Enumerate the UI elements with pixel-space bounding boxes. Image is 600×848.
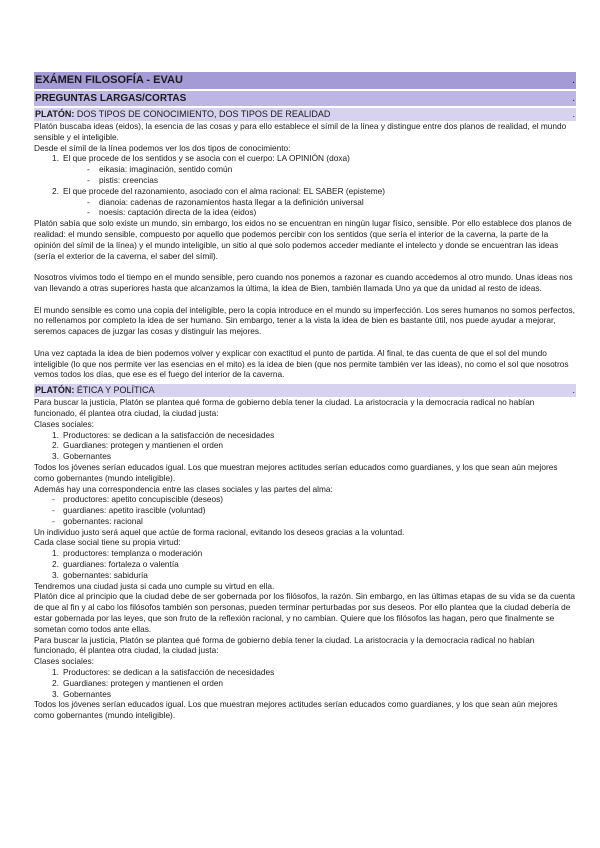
dash-list: [34, 494, 576, 526]
section-heading-etica: [34, 384, 576, 397]
paragraph: Cada clase social tiene su propia virtud:: [34, 537, 181, 548]
paragraph: Además hay una correspondencia entre las clases sociales y las partes del alma:: [34, 483, 333, 494]
numbered-list: [34, 548, 576, 580]
section-heading-text: ÉTICA Y POLÍTICA: [74, 385, 155, 396]
list-item: - guardianes: apetito irascible (voluntad): [52, 505, 206, 516]
list-item: 1. Productores: se dedican a la satisfacción de necesidades: [52, 429, 275, 440]
list-item: - pistis: creencias: [87, 174, 159, 185]
sub-list: [34, 164, 576, 186]
list-item: 1. El que procede de los sentidos y se asocia con el cuerpo: LA OPINIÓN (doxa): [52, 153, 350, 164]
list-item: - dianoia: cadenas de razonamientos hasta llegar a la definición universal: [87, 196, 364, 207]
paragraph: Para buscar la justicia, Platón se plantea qué forma de gobierno debía tener la ciudad. La aristocracia y la democracia radical no habían funcionado, él plantea otra ciudad, la ciudad justa:: [34, 634, 535, 656]
list-item: 2. Guardianes: protegen y mantienen el orden: [52, 440, 224, 451]
document-page: [34, 72, 576, 721]
subtitle-text: PREGUNTAS LARGAS/CORTAS: [35, 93, 187, 104]
sub-list: [34, 197, 576, 219]
list-item: 2. El que procede del razonamiento, asociado con el alma racional: EL SABER (episteme): [52, 185, 386, 196]
paragraph: Tendremos una ciudad justa si cada uno cumple su virtud en ella.: [34, 580, 275, 591]
numbered-list: [34, 153, 576, 164]
title-marker: .: [571, 74, 575, 86]
paragraph: El mundo sensible es como una copia del inteligible, pero la copia introduce en el mundo su imperfección. Los seres humanos no somos perfectos, no rellenamos por completo la idea de ser humano. Sin embargo, tener a la vista la idea de bien es bastante útil, nos puede ayudar a mejorar, seremos capaces de juzgar las cosas y distinguir las mejores.: [34, 304, 575, 337]
document-title: [34, 72, 576, 89]
list-item: - productores: apetito concupiscible (deseos): [52, 494, 224, 505]
section-heading-bold: PLATÓN:: [35, 109, 75, 119]
list-item: 1. Productores: se dedican a la satisfacción de necesidades: [52, 667, 275, 678]
paragraph: Platón buscaba ideas (eidos), la esencia de las cosas y para ello establece el símil de la línea y distingue entre dos planos de realidad, el mundo sensible y el inteligible.: [34, 121, 567, 142]
list-item: - eikasia: imaginación, sentido común: [87, 164, 233, 175]
document-subtitle: [34, 91, 576, 106]
paragraph: Platón sabía que solo existe un mundo, sin embargo, los eidos no se encuentran en ningún lugar físico, sensible. Por ello establece dos planos de realidad: el mundo sensible, compuesto por aquello que podemos percibir con los sentidos (que sería el interior de la caverna, la parte de la opinión del símil de la línea) y el mundo inteligible, un sitio al que solo podemos acceder mediante el intelecto y donde se encuentran las ideas (sería el exterior de la caverna, el saber del símil).: [34, 218, 572, 261]
numbered-list: [34, 430, 576, 462]
subtitle-marker: .: [572, 93, 575, 104]
paragraph: Desde el símil de la línea podemos ver los dos tipos de conocimiento:: [34, 142, 291, 153]
paragraph: Todos los jóvenes serían educados igual. Los que muestran mejores actitudes serían educados como guardianes, y los que sean aún mejores como gobernantes (mundo inteligible).: [34, 461, 558, 483]
list-item: 1. productores: templanza o moderación: [52, 548, 203, 559]
paragraph: Nosotros vivimos todo el tiempo en el mundo sensible, pero cuando nos ponemos a razonar es cuando accedemos al otro mundo. Unas ideas nos van llevando a otras superiores hasta que alcanzamos la última, la idea de Bien, también llamada Uno ya que da unidad al resto de ideas.: [34, 272, 573, 293]
paragraph: Clases sociales:: [34, 418, 94, 429]
section-heading-marker: .: [572, 385, 575, 396]
list-item: 3. Gobernantes: [52, 688, 111, 699]
paragraph: Todos los jóvenes serían educados igual. Los que muestran mejores actitudes serían educados como guardianes, y los que sean aún mejores como gobernantes (mundo inteligible).: [34, 699, 558, 721]
list-item: 2. Guardianes: protegen y mantienen el orden: [52, 677, 224, 688]
paragraph: Para buscar la justicia, Platón se plantea qué forma de gobierno debía tener la ciudad. La aristocracia y la democracia radical no habían funcionado, él plantea otra ciudad, la ciudad justa:: [34, 397, 535, 418]
list-item: - gobernantes: racional: [52, 515, 143, 526]
numbered-list: [34, 667, 576, 699]
list-item: 3. gobernantes: sabiduría: [52, 569, 148, 580]
paragraph: Platón dice al principio que la ciudad debe de ser gobernada por los filósofos, la razón. Sin embargo, en las últimas etapas de su vida se da cuenta de que al fin y al cabo los filósofos también son personas, pueden terminar perturbadas por sus deseos. Por ello plantea que la ciudad debería de estar gobernada por las leyes, que son fruto de la reflexión racional, y no cambian. Quiere que los filósofos las hagan, pero que finalmente se sometan como todos ante ellas.: [34, 591, 576, 634]
list-item: 2. guardianes: fortaleza o valentía: [52, 559, 179, 570]
paragraph: Un individuo justo será aquel que actúe de forma racional, evitando los deseos gracias a la voluntad.: [34, 526, 405, 537]
numbered-list: [34, 186, 576, 197]
section-heading-text: DOS TIPOS DE CONOCIMIENTO, DOS TIPOS DE REALIDAD: [74, 109, 331, 119]
section-heading-bold: PLATÓN:: [35, 385, 75, 396]
title-text: EXÁMEN FILOSOFÍA - EVAU: [35, 74, 183, 86]
list-item: 3. Gobernantes: [52, 451, 111, 462]
list-item: - noesis: captación directa de la idea (eidos): [87, 207, 257, 218]
section-heading-marker: .: [572, 109, 575, 119]
paragraph: Clases sociales:: [34, 656, 94, 667]
paragraph: Una vez captada la idea de bien podemos volver y explicar con exactitud el punto de partida. Al final, te das cuenta de que el sol del mundo inteligible (lo que nos permite ver las esencias en el mito) es la idea de bien (que nos permite también ver las ideas), no como el sol que nosotros vemos todos los días, que ese es el fuego del interior de la caverna.: [34, 347, 569, 380]
section-heading-conocimiento: [34, 108, 576, 121]
